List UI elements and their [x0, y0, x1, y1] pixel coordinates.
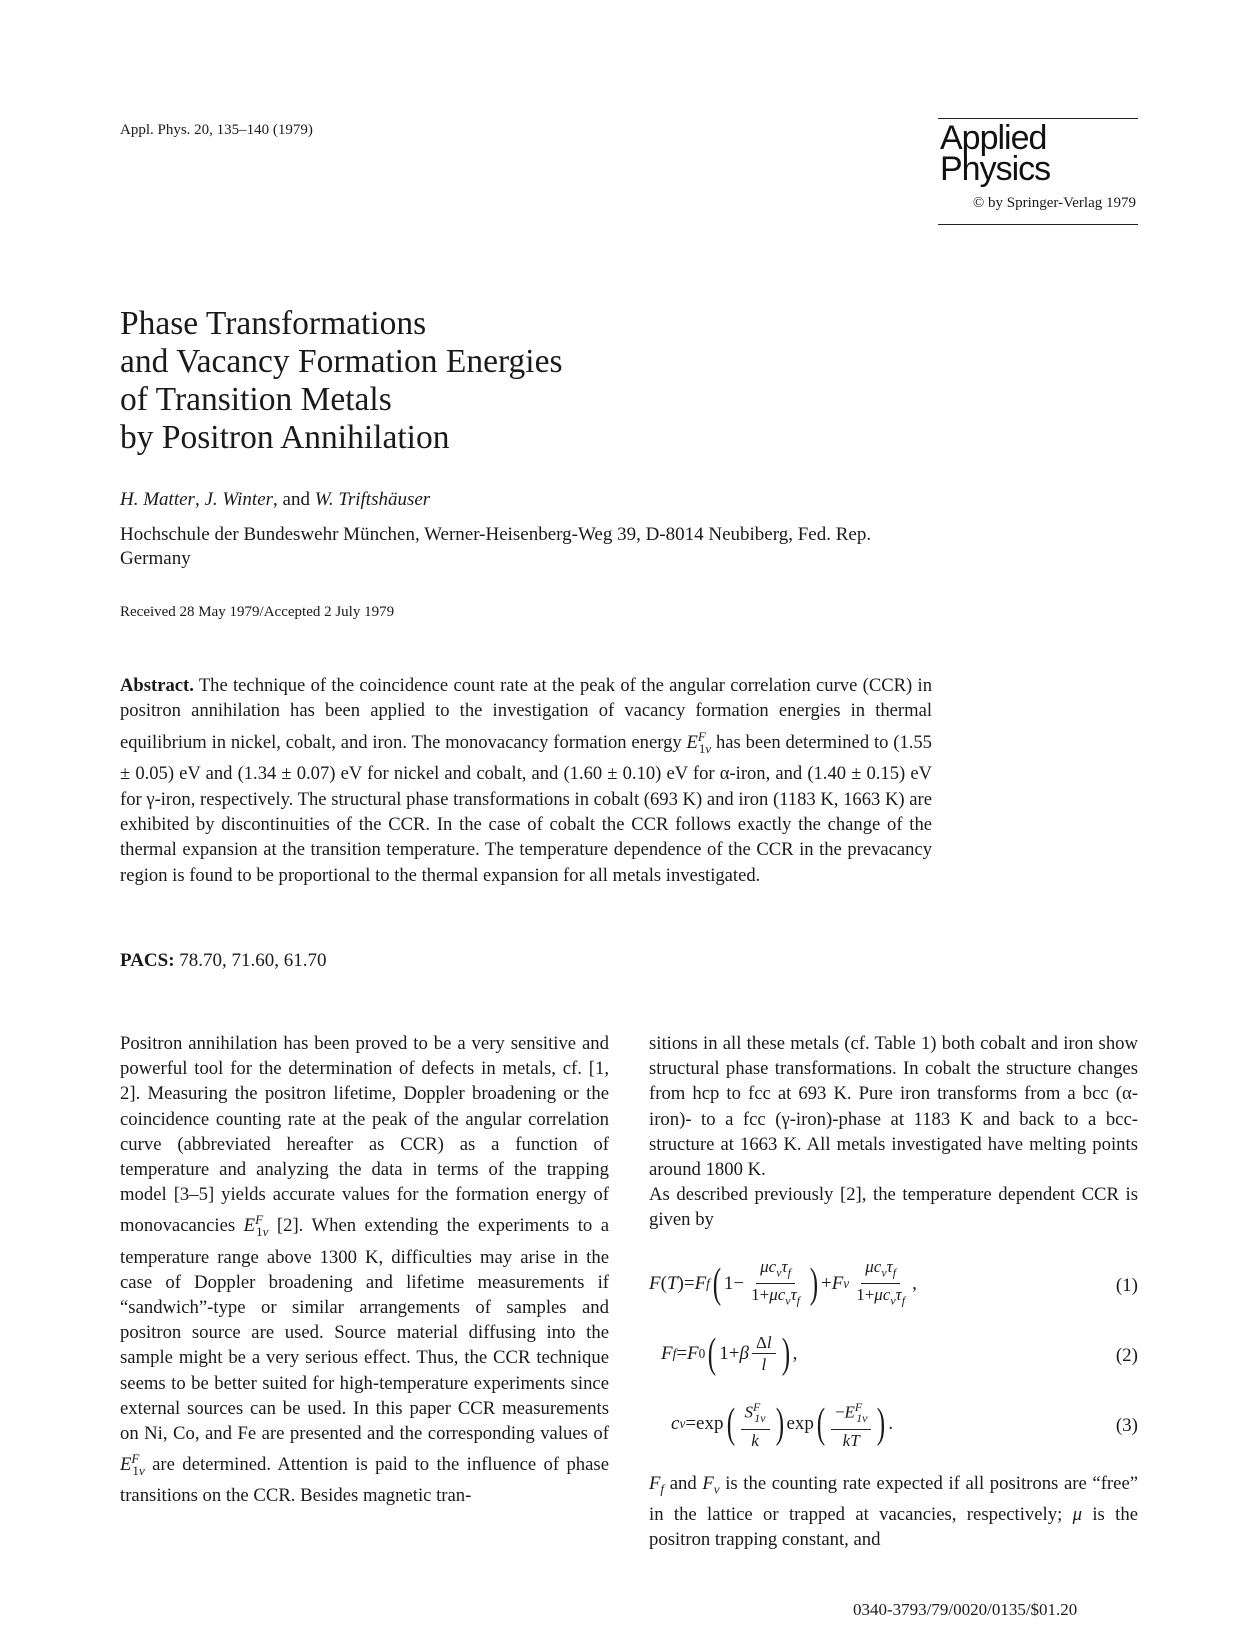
- abstract-text: The technique of the coincidence count rate at the peak of the angular correlation curve (CCR) in positron annihilation has been applied to the investigation of vacancy formation energies in thermal equilibrium in nickel, cobalt, and iron. The monovacancy formation energy: [120, 675, 932, 753]
- logo-rule-bottom: [938, 224, 1138, 225]
- title-line: and Vacancy Formation Energies: [120, 343, 563, 380]
- author-list: H. Matter, J. Winter, and W. Triftshäuser: [120, 489, 431, 510]
- body-paragraph: sitions in all these metals (cf. Table 1) both cobalt and iron show structural phase transformations. In cobalt the structure changes from hcp to fcc at 693 K. Pure iron transforms from a bcc (α-iron)- to a fcc (γ-iron)-phase at 1183 K and back to a bcc-structure at 1663 K. All metals investigated have melting points around 1800 K.: [649, 1033, 1138, 1181]
- logo-word-applied: Applied: [940, 119, 1047, 157]
- author-separator: and: [282, 489, 310, 510]
- journal-reference: Appl. Phys. 20, 135–140 (1979): [120, 122, 313, 138]
- body-text: are determined. Attention is paid to the influence of phase transitions on the CCR. Besides magnetic tran-: [120, 1454, 610, 1507]
- body-paragraph: $F_f$ and $F_v$ is the counting rate expected if all positrons are “free” in the lattice or trapped at vacancies, respectively; μ is the positron trapping constant, and: [649, 1472, 1139, 1550]
- body-text: [2]. When extending the experiments to a temperature range above 1300 K, difficulties may arise in the case of Doppler broadening and lifetime measurements if “sandwich”-type or similar arrangements of samples and positron source are used. Source material diffusing into the sample might be a very serious effect. Thus, the CCR technique seems to be better suited for high-temperature experiments since external sources can be used. In this paper CCR measurements on Ni, Co, and Fe are presented and the corresponding values of: [120, 1215, 609, 1445]
- journal-logo: [938, 118, 1138, 225]
- body-column-left: Positron annihilation has been proved to be a very sensitive and powerful tool for the determination of defects in metals, cf. [1, 2]. Measuring the positron lifetime, Doppler broadening or the coincidence counting rate at the peak of the angular correlation curve (abbreviated hereafter as CCR) as a function of temperature and analyzing the data in terms of the trapping model [3–5] yields accurate values for the formation energy of monovacancies $E^F_{1v}$ [2]. When extending the experiments to a temperature range above 1300 K, difficulties may arise in the case of Doppler broadening and lifetime measurements if “sandwich”-type or similar arrangements of samples and positron source are used. Source material diffusing into the sample might be a very serious effect. Thus, the CCR technique seems to be better suited for high-temperature experiments since external sources can be used. In this paper CCR measurements on Ni, Co, and Fe are presented and the corresponding values of $E^F_{1v}$ are determined. Attention is paid to the influence of phase transitions on the CCR. Besides magnetic tran-: [120, 1033, 610, 1507]
- title-line: of Transition Metals: [120, 381, 392, 418]
- pacs-label: PACS:: [120, 950, 175, 971]
- equation-number: (3): [1115, 1414, 1138, 1436]
- affiliation: Hochschule der Bundeswehr München, Werner-Heisenberg-Weg 39, D-8014 Neubiberg, Fed. Rep. Germany: [120, 524, 872, 569]
- title-line: by Positron Annihilation: [120, 419, 450, 456]
- title-line: Phase Transformations: [120, 305, 427, 342]
- equation-number: (1): [1115, 1274, 1138, 1296]
- received-dates: Received 28 May 1979/Accepted 2 July 1979: [120, 604, 395, 620]
- author-name: W. Triftshäuser: [314, 489, 431, 510]
- equation-1: F ( T )= F f ( 1− $\frac{\mu c_v\tau_f}{1+\mu c_v\tau_f}$ ) + F v $\frac{\mu c_v\tau_f}{1+\mu c_v\tau_f}$ , (1): [649, 1256, 1138, 1308]
- body-column-right: [649, 1031, 1138, 1552]
- paper-title: [120, 305, 563, 457]
- body-text: Positron annihilation has been proved to be a very sensitive and powerful tool for the determination of defects in metals, cf. [1, 2]. Measuring the positron lifetime, Doppler broadening or the coincidence counting rate at the peak of the angular correlation curve (abbreviated hereafter as CCR) as a function of temperature and analyzing the data in terms of the trapping model [3–5] yields accurate values for the formation energy of monovacancies: [120, 1033, 609, 1237]
- equation-number: (2): [1115, 1344, 1138, 1366]
- equation-3: c v =exp ( $\frac{S^F_{1v}}{k}$ ) exp ( $\frac{-E^F_{1v}}{kT}$ ) . (3): [649, 1395, 1138, 1453]
- pacs-codes: [120, 950, 327, 972]
- author-name: H. Matter: [120, 489, 195, 510]
- abstract-text: has been determined to (1.55 ± 0.05) eV and (1.34 ± 0.07) eV for nickel and cobalt, and (1.60 ± 0.10) eV for α-iron, and (1.40 ± 0.15) eV for γ-iron, respectively. The structural phase transformations in cobalt (693 K) and iron (1183 K, 1663 K) are exhibited by discontinuities of the CCR. In the case of cobalt the CCR follows exactly the change of the thermal expansion at the transition temperature. The temperature dependence of the CCR in the prevacancy region is found to be proportional to the thermal expansion for all metals investigated.: [120, 732, 932, 886]
- body-paragraph: As described previously [2], the temperature dependent CCR is given by: [649, 1184, 1138, 1231]
- equation-2: F f = F 0 ( 1+ β $\frac{\Delta l}{l}$ ) , (2): [661, 1330, 1138, 1377]
- copyright-notice: © by Springer-Verlag 1979: [972, 195, 1136, 211]
- pacs-value: 78.70, 71.60, 61.70: [179, 950, 327, 971]
- abstract: Abstract. The technique of the coincidence count rate at the peak of the angular correlation curve (CCR) in positron annihilation has been applied to the investigation of vacancy formation energies in thermal equilibrium in nickel, cobalt, and iron. The monovacancy formation energy $E^F_{1v}$ has been determined to (1.55 ± 0.05) eV and (1.34 ± 0.07) eV for nickel and cobalt, and (1.60 ± 0.10) eV for α-iron, and (1.40 ± 0.15) eV for γ-iron, respectively. The structural phase transformations in cobalt (693 K) and iron (1183 K, 1663 K) are exhibited by discontinuities of the CCR. In the case of cobalt the CCR follows exactly the change of the thermal expansion at the transition temperature. The temperature dependence of the CCR in the prevacancy region is found to be proportional to the thermal expansion for all metals investigated.: [120, 675, 932, 886]
- logo-word-physics: Physics: [940, 150, 1051, 188]
- author-name: J. Winter: [204, 489, 274, 510]
- article-code: 0340-3793/79/0020/0135/$01.20: [853, 1600, 1078, 1619]
- abstract-label: Abstract.: [120, 675, 194, 696]
